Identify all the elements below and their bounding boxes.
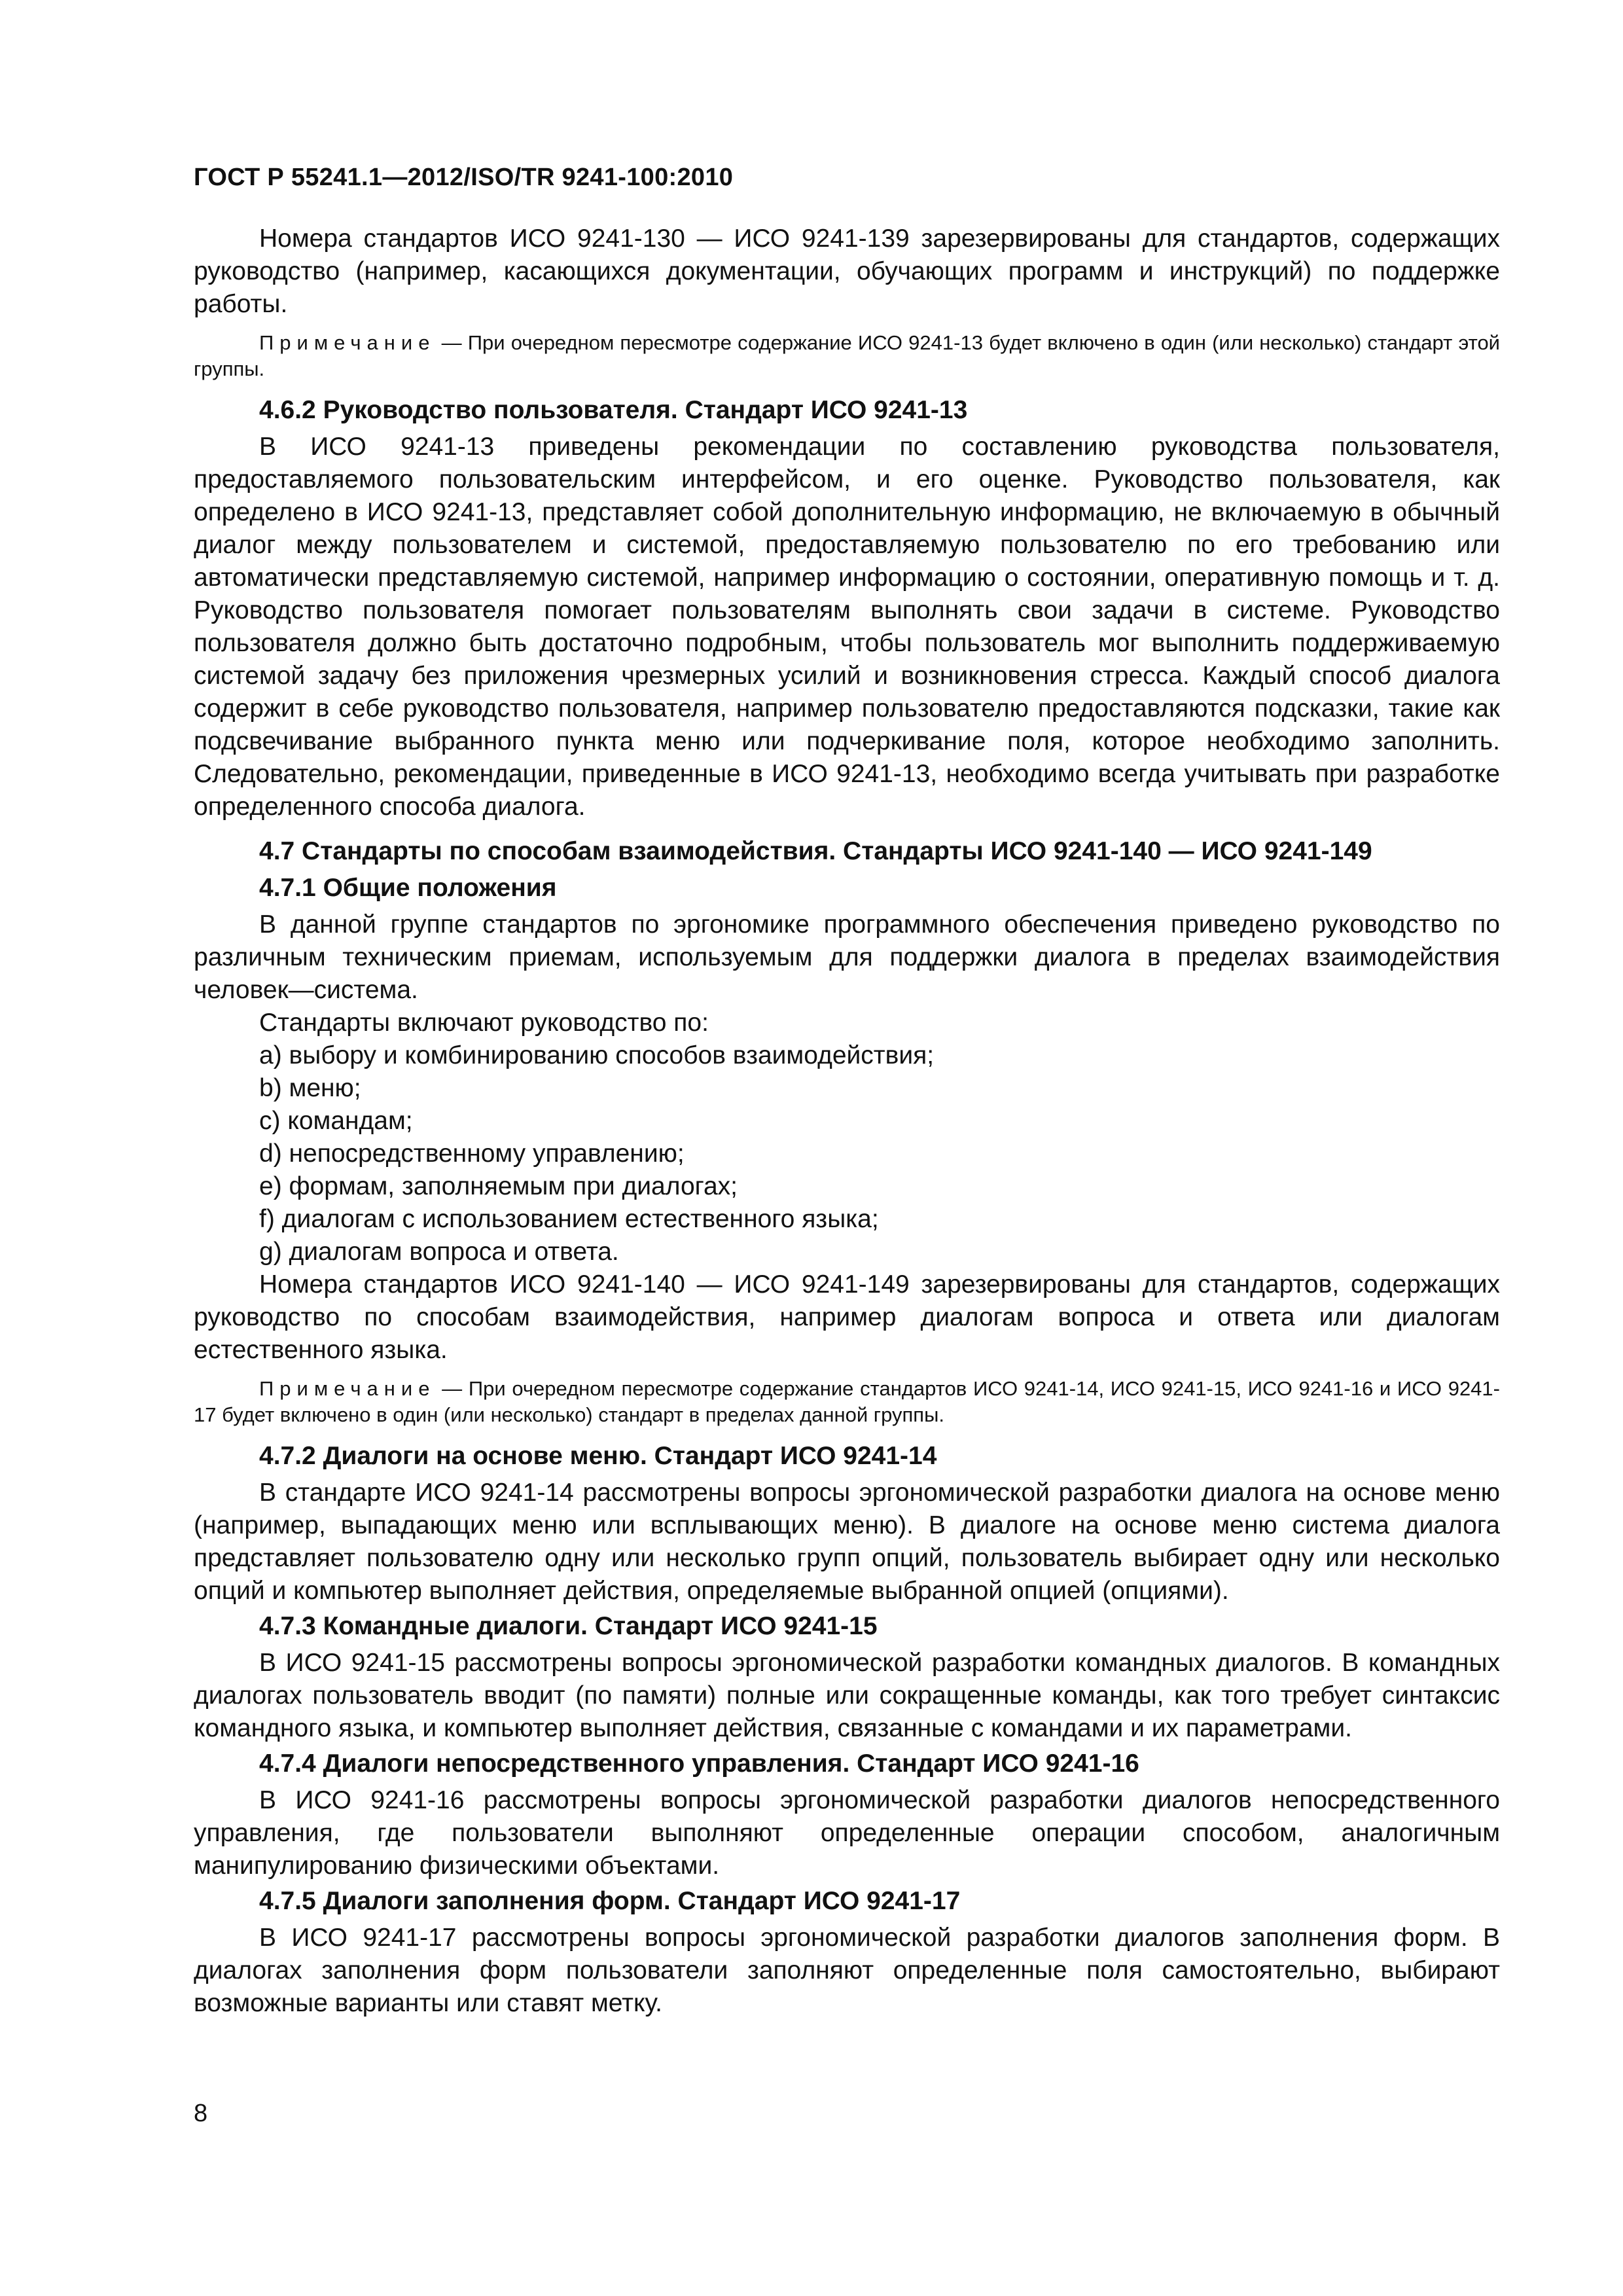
paragraph-4-7-4: В ИСО 9241-16 рассмотрены вопросы эргономической разработки диалогов непосредственного управления, где пользователи выполняют определенные операции способом, аналогичным манипулированию физическими объектами. [194,1786,1500,1880]
paragraph-4-6-2: В ИСО 9241-13 приведены рекомендации по составлению руководства пользователя, предоставляемого пользовательским интерфейсом, и его оценке. Руководство пользователя, как определено в ИСО 9241-13, представляет собой дополнительную информацию, не включаемую в обычный диалог между пользователем и системой, предоставляемую пользователю по его требованию или автоматически представляемую системой, например информацию о состоянии, оперативную помощь и т. д. Руководство пользователя помогает пользователям выполнять свои задачи в системе. Руководство пользователя должно быть достаточно подробным, чтобы пользователь мог выполнить поддерживаемую системой задачу без приложения чрезмерных усилий и возникновения стресса. Каждый способ диалога содержит в себе руководство пользователя, например пользователю предоставляются подсказки, такие как подсвечивание выбранного пункта меню или подчеркивание поля, которое необходимо заполнить. Следовательно, рекомендации, приведенные в ИСО 9241-13, необходимо всегда учитывать при разработке определенного способа диалога. [194,433,1500,821]
list-item: b) меню; [259,1074,361,1102]
list-item: c) командам; [259,1107,413,1135]
paragraph-4-7-2: В стандарте ИСО 9241-14 рассмотрены вопросы эргономической разработки диалога на основе меню (например, выпадающих меню или всплывающих меню). В диалоге на основе меню система диалога представляет пользователю одну или несколько групп опций, пользователь выбирает одну или несколько опций и компьютер выполняет действия, определяемые выбранной опцией (опциями). [194,1479,1500,1605]
heading-4-7-4: 4.7.4 Диалоги непосредственного управления. Стандарт ИСО 9241-16 [259,1749,1139,1778]
heading-4-7-5: 4.7.5 Диалоги заполнения форм. Стандарт ИСО 9241-17 [259,1887,961,1915]
list-item: f) диалогам с использованием естественного языка; [259,1205,879,1233]
heading-4-6-2: 4.6.2 Руководство пользователя. Стандарт ИСО 9241-13 [259,396,968,424]
paragraph-4-7-1: В данной группе стандартов по эргономике программного обеспечения приведено руководство по различным техническим приемам, используемым для поддержки диалога в пределах взаимодействия человек—система. [194,910,1500,1004]
note-text: — При очередном пересмотре содержание стандартов ИСО 9241-14, ИСО 9241-15, ИСО 9241-16 и ИСО 9241-17 будет включено в один (или несколько) стандарт в пределах данной группы. [194,1377,1500,1426]
note-label: Примечание [259,331,436,354]
document-header: ГОСТ Р 55241.1—2012/ISO/TR 9241-100:2010 [194,164,734,191]
list-item: g) диалогам вопроса и ответа. [259,1238,619,1266]
heading-4-7-3: 4.7.3 Командные диалоги. Стандарт ИСО 9241-15 [259,1612,878,1640]
note-9241-14-17 [194,1376,1500,1428]
paragraph-4-7-3: В ИСО 9241-15 рассмотрены вопросы эргономической разработки командных диалогов. В командных диалогах пользователь вводит (по памяти) полные или сокращенные команды, как того требует синтаксис командного языка, и компьютер выполняет действия, связанные с командами и их параметрами. [194,1649,1500,1742]
heading-4-7: 4.7 Стандарты по способам взаимодействия. Стандарты ИСО 9241-140 — ИСО 9241-149 [259,837,1372,865]
note-text: — При очередном пересмотре содержание ИСО 9241-13 будет включено в один (или несколько) стандарт этой группы. [194,331,1500,380]
paragraph-4-7-5: В ИСО 9241-17 рассмотрены вопросы эргономической разработки диалогов заполнения форм. В диалогах заполнения форм пользователи заполняют определенные поля самостоятельно, выбирают возможные варианты или ставят метку. [194,1924,1500,2017]
list-item: a) выбору и комбинированию способов взаимодействия; [259,1041,935,1069]
document-body [194,223,1500,2020]
note-label: Примечание [259,1377,436,1400]
list-item: d) непосредственному управлению; [259,1139,685,1168]
paragraph-reserved-130-139: Номера стандартов ИСО 9241-130 — ИСО 9241-139 зарезервированы для стандартов, содержащих руководство (например, касающихся документации, обучающих программ и инструкций) по поддержке работы. [194,224,1500,318]
paragraph-reserved-140-149: Номера стандартов ИСО 9241-140 — ИСО 9241-149 зарезервированы для стандартов, содержащих руководство по способам взаимодействия, например диалогам вопроса и ответа или диалогам естественного языка. [194,1270,1500,1364]
paragraph-4-7-1-intro: Стандарты включают руководство по: [259,1009,709,1037]
heading-4-7-1: 4.7.1 Общие положения [259,874,557,902]
page-number: 8 [194,2100,208,2127]
list-item: e) формам, заполняемым при диалогах; [259,1172,738,1200]
note-9241-13 [194,330,1500,382]
heading-4-7-2: 4.7.2 Диалоги на основе меню. Стандарт ИСО 9241-14 [259,1442,937,1470]
standards-list [194,1039,1500,1268]
